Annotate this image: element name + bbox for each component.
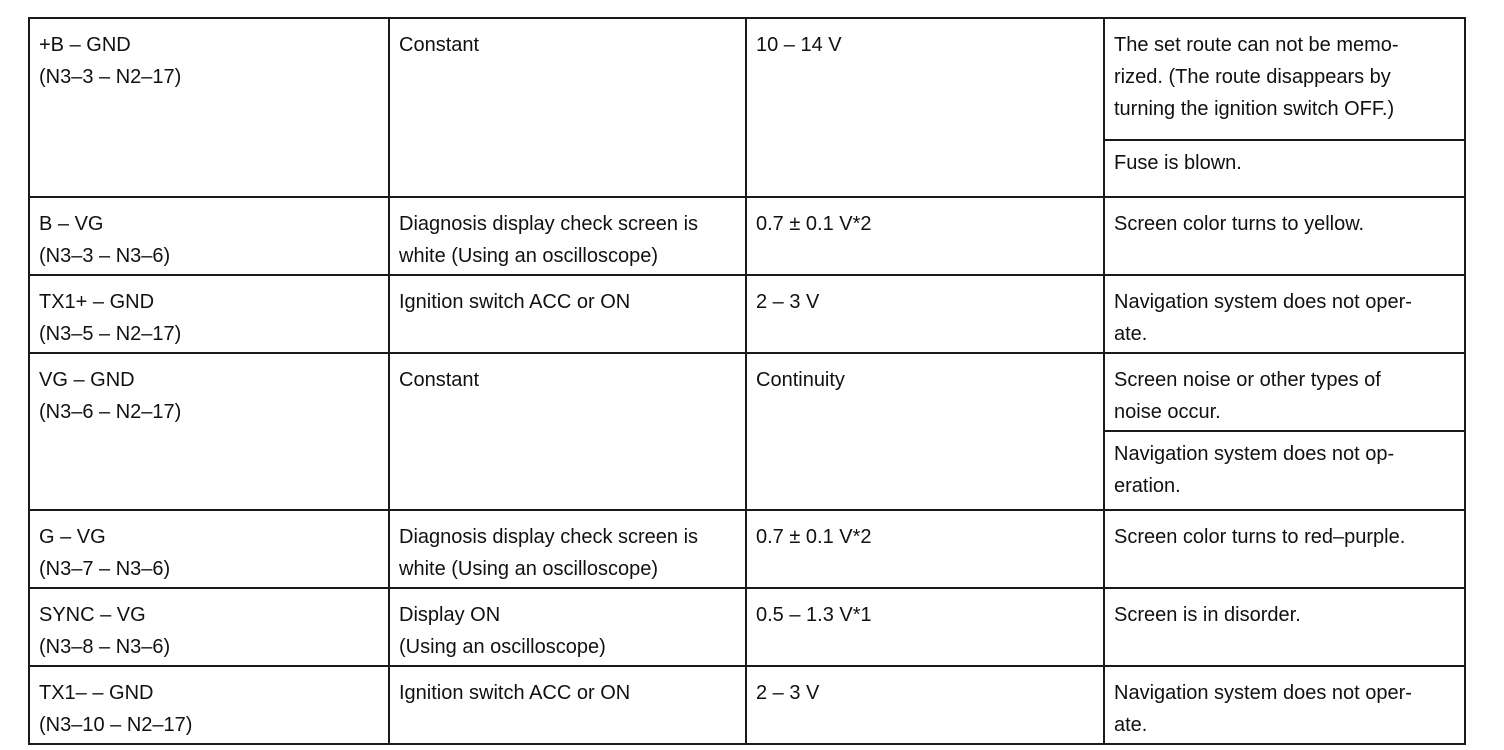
terminal-pins: (N3–6 – N2–17) xyxy=(39,401,182,423)
condition-text: Ignition switch ACC or ON xyxy=(399,682,631,704)
symptom-text: Screen noise or other types of xyxy=(1114,369,1381,391)
specification-value: 0.7 ± 0.1 V*2 xyxy=(756,213,872,235)
terminal-cell xyxy=(29,510,389,588)
symptom-text: Screen is in disorder. xyxy=(1114,604,1301,626)
specification-value: 0.5 – 1.3 V*1 xyxy=(756,604,872,626)
terminal-cell xyxy=(29,353,389,510)
symptom-cell xyxy=(1104,140,1465,197)
specification-cell xyxy=(746,353,1104,510)
symptom-text: Navigation system does not op- xyxy=(1114,443,1395,465)
condition-text: Diagnosis display check screen is xyxy=(399,526,699,548)
terminal-name: SYNC – VG xyxy=(39,604,146,626)
symptom-cell xyxy=(1104,18,1465,140)
terminal-cell xyxy=(29,588,389,666)
specification-cell xyxy=(746,588,1104,666)
terminal-pins: (N3–3 – N2–17) xyxy=(39,66,182,88)
symptom-text: noise occur. xyxy=(1114,401,1221,423)
symptom-cell xyxy=(1104,275,1465,353)
condition-cell xyxy=(389,197,746,275)
symptom-cell xyxy=(1104,353,1465,431)
terminal-pins: (N3–7 – N3–6) xyxy=(39,558,171,580)
specification-cell xyxy=(746,197,1104,275)
specification-value: 0.7 ± 0.1 V*2 xyxy=(756,526,872,548)
table-row xyxy=(29,353,1465,431)
condition-cell xyxy=(389,588,746,666)
terminal-pins: (N3–5 – N2–17) xyxy=(39,323,182,345)
condition-text: white (Using an oscilloscope) xyxy=(399,245,659,267)
symptom-text: ate. xyxy=(1114,714,1148,736)
specification-cell xyxy=(746,18,1104,197)
terminal-spec-table xyxy=(28,17,1466,745)
symptom-text: ate. xyxy=(1114,323,1148,345)
symptom-cell xyxy=(1104,197,1465,275)
symptom-cell xyxy=(1104,510,1465,588)
terminal-name: TX1– – GND xyxy=(39,682,154,704)
condition-text: (Using an oscilloscope) xyxy=(399,636,606,658)
condition-cell xyxy=(389,666,746,744)
symptom-cell xyxy=(1104,431,1465,510)
symptom-text: Navigation system does not oper- xyxy=(1114,291,1412,313)
table-row xyxy=(29,666,1465,744)
terminal-cell xyxy=(29,18,389,197)
table-row xyxy=(29,588,1465,666)
specification-value: Continuity xyxy=(756,369,845,391)
specification-cell xyxy=(746,510,1104,588)
table-row xyxy=(29,275,1465,353)
symptom-text: Fuse is blown. xyxy=(1114,152,1242,174)
condition-text: Constant xyxy=(399,34,480,56)
table-row xyxy=(29,510,1465,588)
symptom-cell xyxy=(1104,588,1465,666)
condition-cell xyxy=(389,18,746,197)
specification-cell xyxy=(746,275,1104,353)
terminal-name: B – VG xyxy=(39,213,104,235)
symptom-text: The set route can not be memo- xyxy=(1114,34,1399,56)
table-row xyxy=(29,18,1465,140)
symptom-text: rized. (The route disappears by xyxy=(1114,66,1391,88)
terminal-pins: (N3–8 – N3–6) xyxy=(39,636,171,658)
symptom-text: turning the ignition switch OFF.) xyxy=(1114,98,1395,120)
symptom-text: Screen color turns to red–purple. xyxy=(1114,526,1406,548)
terminal-cell xyxy=(29,666,389,744)
condition-cell xyxy=(389,275,746,353)
symptom-text: Navigation system does not oper- xyxy=(1114,682,1412,704)
condition-cell xyxy=(389,510,746,588)
condition-text: Display ON xyxy=(399,604,501,626)
condition-text: Diagnosis display check screen is xyxy=(399,213,699,235)
terminal-name: G – VG xyxy=(39,526,106,548)
terminal-name: +B – GND xyxy=(39,34,131,56)
condition-text: Ignition switch ACC or ON xyxy=(399,291,631,313)
specification-cell xyxy=(746,666,1104,744)
specification-value: 10 – 14 V xyxy=(756,34,842,56)
table-row xyxy=(29,197,1465,275)
condition-text: Constant xyxy=(399,369,480,391)
condition-text: white (Using an oscilloscope) xyxy=(399,558,659,580)
symptom-cell xyxy=(1104,666,1465,744)
condition-cell xyxy=(389,353,746,510)
terminal-pins: (N3–3 – N3–6) xyxy=(39,245,171,267)
symptom-text: eration. xyxy=(1114,475,1181,497)
terminal-name: VG – GND xyxy=(39,369,135,391)
specification-value: 2 – 3 V xyxy=(756,291,820,313)
specification-value: 2 – 3 V xyxy=(756,682,820,704)
terminal-name: TX1+ – GND xyxy=(39,291,155,313)
symptom-text: Screen color turns to yellow. xyxy=(1114,213,1365,235)
terminal-cell xyxy=(29,275,389,353)
terminal-pins: (N3–10 – N2–17) xyxy=(39,714,193,736)
terminal-cell xyxy=(29,197,389,275)
